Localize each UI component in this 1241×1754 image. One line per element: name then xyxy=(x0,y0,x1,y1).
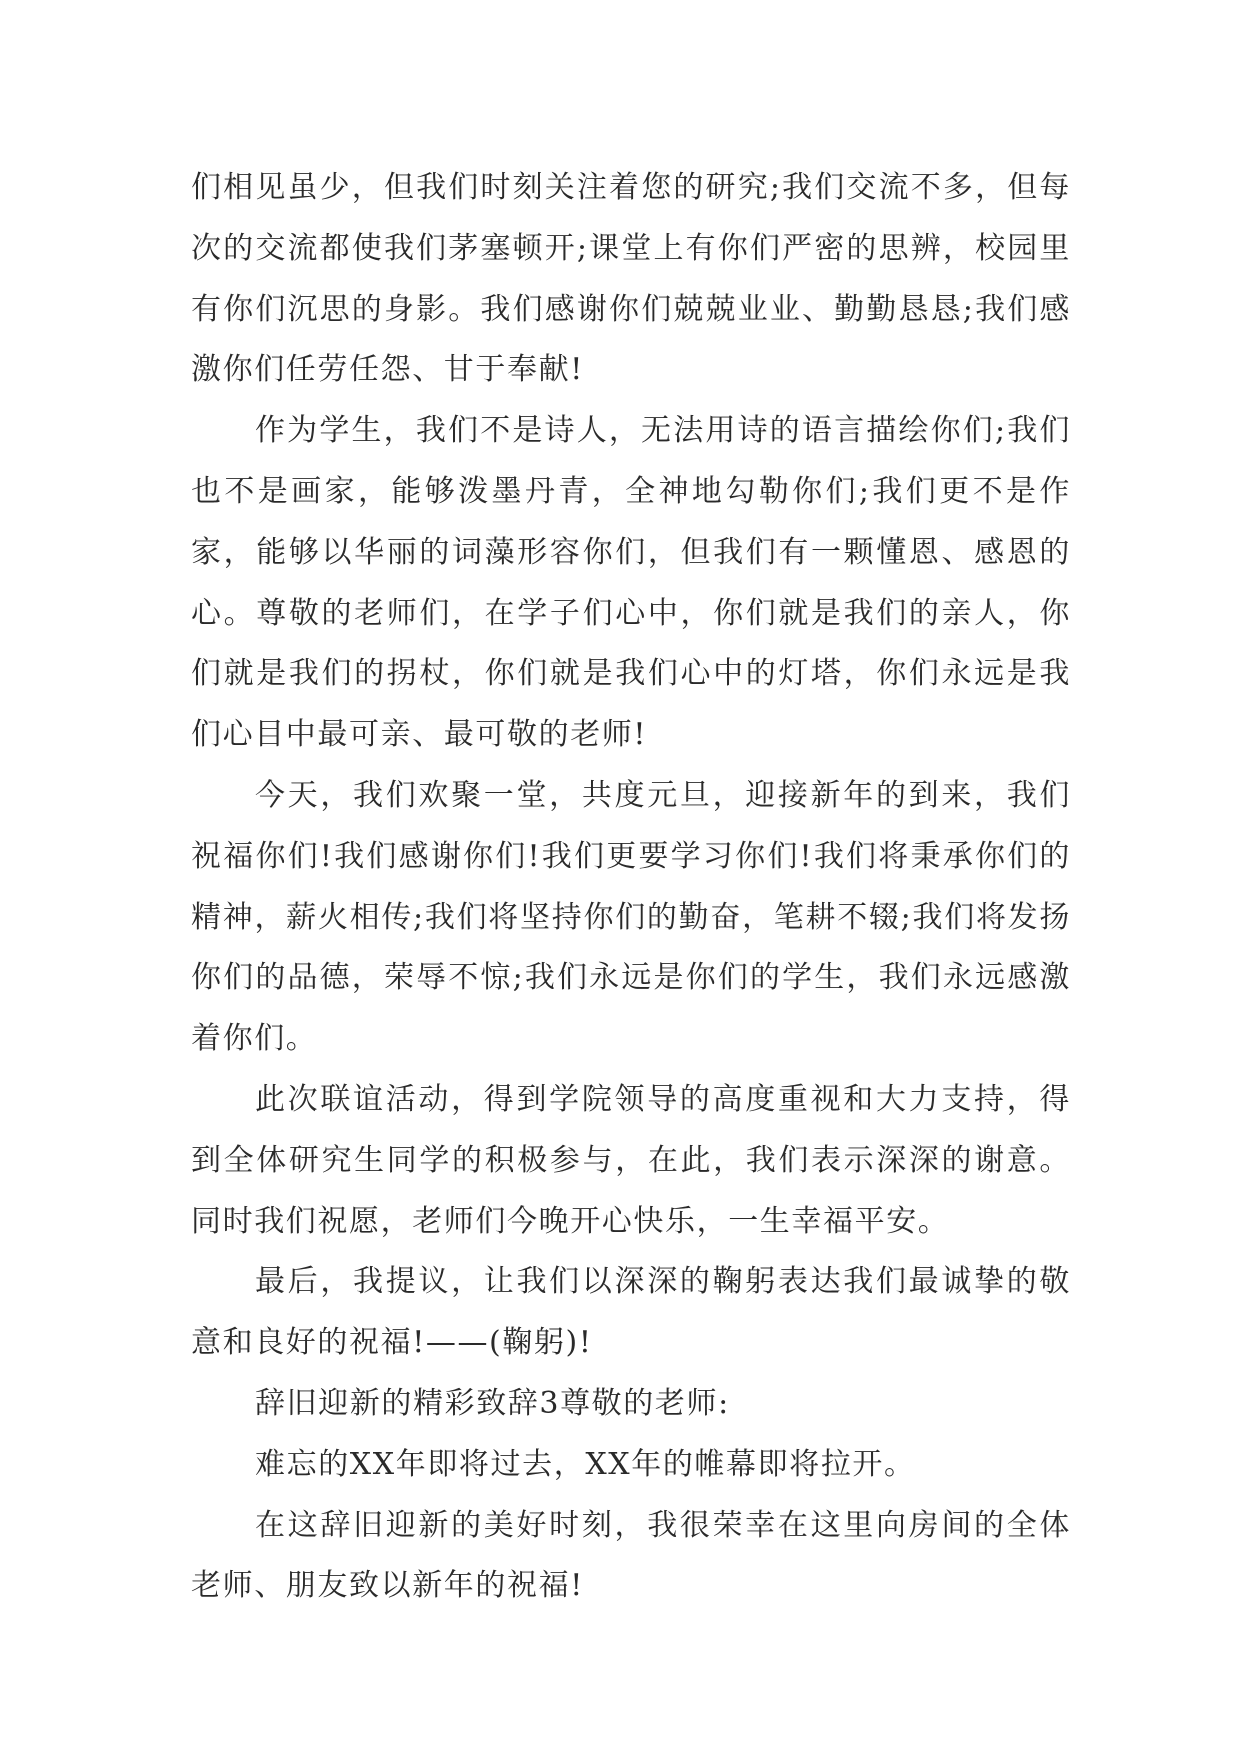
paragraph-3: 今天，我们欢聚一堂，共度元旦，迎接新年的到来，我们祝福你们!我们感谢你们!我们更要学习你们!我们将秉承你们的精神，薪火相传;我们将坚持你们的勤奋，笔耕不辍;我们将发扬你们的品德，荣辱不惊;我们永远是你们的学生，我们永远感激着你们。 xyxy=(191,777,1071,1057)
paragraph-1: 们相见虽少，但我们时刻关注着您的研究;我们交流不多，但每次的交流都使我们茅塞顿开;课堂上有你们严密的思辨，校园里有你们沉思的身影。我们感谢你们兢兢业业、勤勤恳恳;我们感激你们任劳任怨、甘于奉献! xyxy=(191,170,1071,388)
paragraph-5: 最后，我提议，让我们以深深的鞠躬表达我们最诚挚的敬意和良好的祝福!——(鞠躬)! xyxy=(191,1264,1071,1361)
paragraph-4: 此次联谊活动，得到学院领导的高度重视和大力支持，得到全体研究生同学的积极参与，在此，我们表示深深的谢意。同时我们祝愿，老师们今晚开心快乐，一生幸福平安。 xyxy=(191,1081,1071,1239)
document-body xyxy=(191,158,1071,1617)
paragraph-6: 辞旧迎新的精彩致辞3尊敬的老师: xyxy=(255,1385,730,1421)
paragraph-2: 作为学生，我们不是诗人，无法用诗的语言描绘你们;我们也不是画家，能够泼墨丹青，全神地勾勒你们;我们更不是作家，能够以华丽的词藻形容你们，但我们有一颗懂恩、感恩的心。尊敬的老师们，在学子们心中，你们就是我们的亲人，你们就是我们的拐杖，你们就是我们心中的灯塔，你们永远是我们心目中最可亲、最可敬的老师! xyxy=(191,413,1071,753)
paragraph-7: 难忘的XX年即将过去，XX年的帷幕即将拉开。 xyxy=(255,1446,916,1482)
paragraph-8: 在这辞旧迎新的美好时刻，我很荣幸在这里向房间的全体老师、朋友致以新年的祝福! xyxy=(191,1507,1071,1604)
